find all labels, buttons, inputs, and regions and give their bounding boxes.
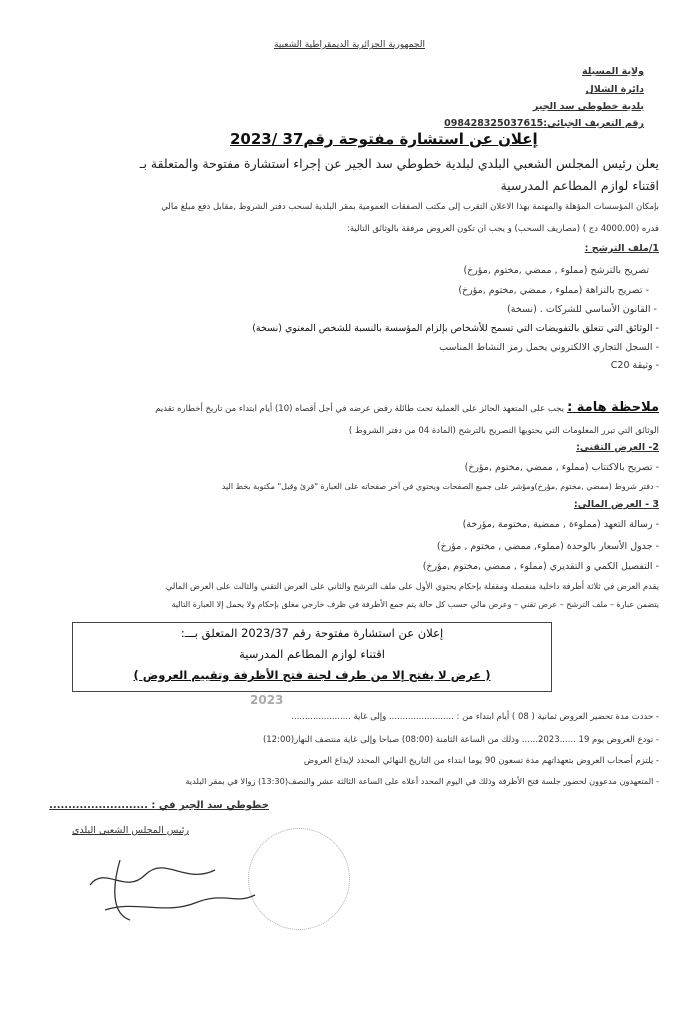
intro-line: قدره (4000.00 دج ) (مصاريف السحب) و يجب ان تكون العروض مرفقة بالوثائق التالية: <box>347 224 659 234</box>
list-item: - التفصيل الكمي و التقديري (مملوء , ممضي ,مختوم ,مؤرخ) <box>422 561 659 572</box>
envelope-text: يتضمن عبارة – ملف الترشح – عرض تقني – وعرض مالي حسب كل حالة يتم جمع الأظرفة في ظرف خارجي مغلق بإحكام ولا يحمل إلا العبارة التالية <box>171 600 659 609</box>
term-line: - المتعهدون مدعوون لحضور جلسة فتح الأظرفة وذلك في اليوم المحدد أعلاه على الساعة الثالثة عشر والنصف(13:30) زوالا في بمقر البلدية <box>185 776 659 786</box>
intro-line: بإمكان المؤسسات المؤهلة والمهتمة بهذا الاعلان التقرب إلى مكتب الصفقات العمومية بمقر البلدية لسحب دفتر الشروط ,مقابل دفع مبلغ مالي <box>161 202 659 212</box>
section1-heading: 1/ملف الترشح : <box>584 243 659 254</box>
announcement-title: إعلان عن استشارة مفتوحة رقم37 /2023 <box>230 130 538 148</box>
list-item: - رسالة التعهد (مملوءة , ممضية ,مختومة ,مؤرخة) <box>462 519 659 530</box>
term-line: - حددت مدة تحضير العروض ثمانية ( 08 ) أيام ابتداء من : ........................ وإلى غاية ...................... <box>291 712 659 722</box>
note-label: ملاحظة هامة : <box>567 400 659 415</box>
list-item: - تصريح بالنزاهة (مملوء , ممضي ,مختوم ,مؤرخ) <box>458 285 649 296</box>
envelope-text: يقدم العرض في ثلاثة أظرفة داخلية منفصلة ومقفلة بإحكام يحتوي الأول على ملف الترشح والثاني على العرض التقني والثالث على العرض المالي <box>165 581 659 591</box>
term-line: - يلتزم أصحاب العروض بتعهداتهم مدة تسعون 90 يوما ابتداء من التاريخ النهائي المحدد لإيداع العروض <box>303 756 659 766</box>
tax-id: رقم التعريف الجبائي:098428325037615 <box>444 118 644 129</box>
republic-header: الجمهورية الجزائرية الديمقراطية الشعبية <box>274 40 425 50</box>
list-item: - جدول الأسعار بالوحدة (مملوء, ممضي , مختوم , مؤرخ) <box>436 541 659 552</box>
wilaya: ولاية المسيلة <box>582 66 644 77</box>
box-line: ( عرض لا يفتح إلا من طرف لجنة فتح الأظرفة وتقييم العروض ) <box>133 668 491 682</box>
commune: بلدية خطوطي سد الجير <box>532 101 644 112</box>
list-item: - الوثائق التي تتعلق بالتفويضات التي تسمح للأشخاص بإلزام المؤسسة بالنسبة للشخص المعنوي (نسخة) <box>252 323 659 334</box>
section2-heading: 2- العرض التقني: <box>576 442 659 453</box>
section3-heading: 3 - العرض المالي: <box>573 499 659 510</box>
list-item: - تصريح بالاكتتاب (مملوء , ممضي ,مختوم ,مؤرخ) <box>464 462 659 473</box>
list-item: - السجل التجاري الالكتروني يحمل رمز النشاط المناسب <box>439 342 659 353</box>
date-stamp: 2023 <box>250 693 284 707</box>
signatory-title: رئيس المجلس الشعبي البلدي <box>71 825 189 836</box>
list-item: - القانون الأساسي للشركات . (نسخة) <box>507 304 657 315</box>
note-text: يجب على المتعهد الحائز على العملية تحت طائلة رفض عرضه في أجل أقصاه (10) أيام ابتداء من تاريخ أخطاره تقديم <box>155 404 565 414</box>
box-line: إعلان عن استشارة مفتوحة رقم 2023/37 المتعلق بـــ: <box>180 626 444 640</box>
list-item: - وثيقة C20 <box>610 360 659 371</box>
term-line: - تودع العروض يوم 19 ......2023...... وذلك من الساعة الثامنة (08:00) صباحا وإلى غاية منتصف النهار(12:00) <box>262 735 659 745</box>
important-note <box>155 400 659 415</box>
note-text: الوثائق التي تبرر المعلومات التي يحتويها التصريح بالترشح (المادة 04 من دفتر الشروط ) <box>348 426 659 436</box>
place-date: خطوطي سد الجير في : .......................... <box>49 800 269 811</box>
daira: دائرة الشلال <box>585 84 644 95</box>
box-line: اقتناء لوازم المطاعم المدرسية <box>239 647 385 661</box>
list-item: - دفتر شروط (ممضي ,مختوم ,مؤرخ)ومؤشر على جميع الصفحات ويحتوي في آخر صفحاته على العبارة "قرئ وقبل" مكتوبة بخط اليد <box>221 482 659 491</box>
envelope-label-box <box>72 622 552 692</box>
handwritten-signature <box>85 855 265 925</box>
intro-line: اقتناء لوازم المطاعم المدرسية <box>500 178 659 193</box>
list-item: تصريح بالترشح (مملوء , ممضي ,مختوم ,مؤرخ) <box>463 265 649 276</box>
intro-line: يعلن رئيس المجلس الشعبي البلدي لبلدية خطوطي سد الجير عن إجراء استشارة مفتوحة والمتعلقة بـ <box>139 156 659 171</box>
